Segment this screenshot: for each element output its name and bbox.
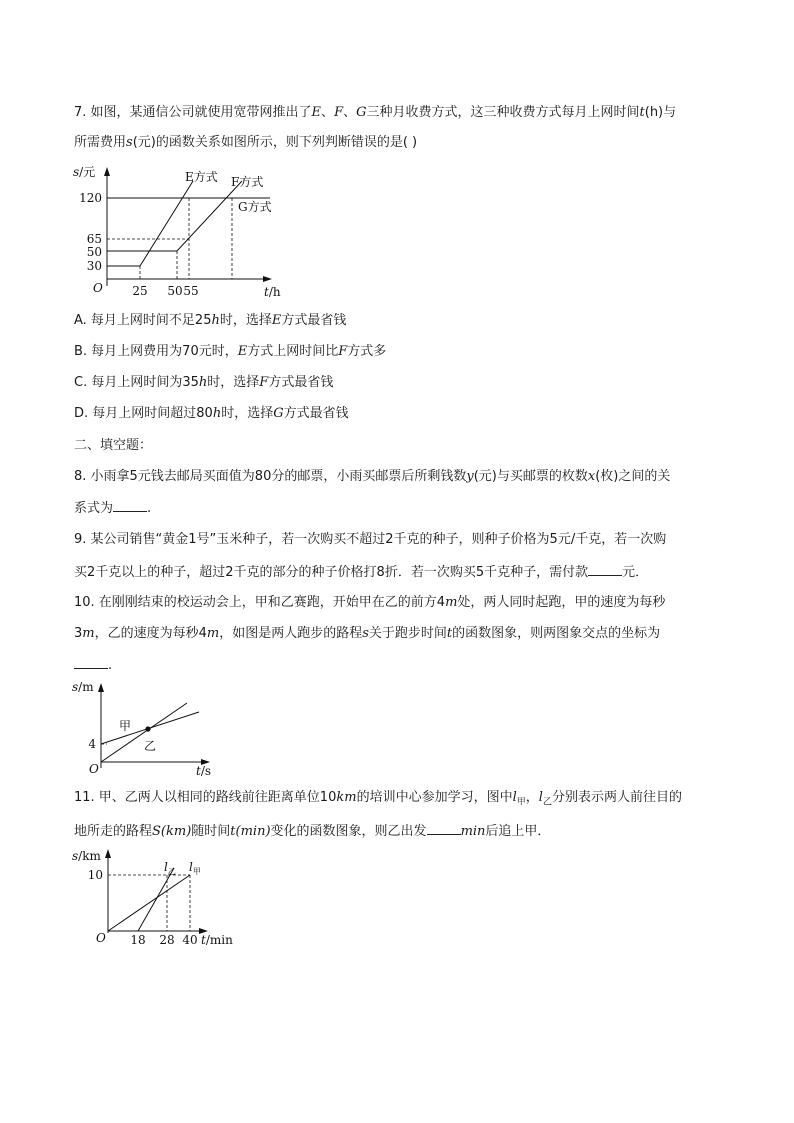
q10-label-yi: 乙	[144, 739, 157, 753]
q11-x-label: t/min	[201, 933, 233, 947]
q11-text: 变化的函数图象，则乙出发	[270, 824, 427, 839]
q7-var-e: E	[311, 105, 322, 120]
q10-text: 10. 在刚刚结束的校运动会上，甲和乙赛跑，开始甲在乙的前方4	[74, 595, 446, 610]
q10-text: ，如图是两人跑步的路程	[219, 626, 363, 641]
option-var: h	[211, 313, 220, 328]
q7-x-label: t/h	[264, 285, 281, 299]
q7-text: 与	[663, 105, 677, 120]
q7-label-g: G方式	[238, 200, 272, 214]
q11-var-t: t	[230, 824, 236, 839]
q7-y-label: s/元	[73, 165, 96, 179]
q8-text: 8. 小雨拿5元钱去邮局买面值为80分的邮票，小雨买邮票后所剩钱数	[74, 469, 467, 484]
q7-line-1	[74, 104, 676, 122]
q10-text: 关于跑步时间	[368, 626, 447, 641]
option-var: F	[338, 344, 348, 359]
q11-text: 分别表示两人前往目的	[551, 790, 682, 805]
q8-text: (枚)之间的关	[595, 469, 671, 484]
q11-label-l-jia: $l_甲$	[189, 860, 201, 876]
option-var: F	[259, 375, 269, 390]
q11-text: 11. 甲、乙两人以相同的路线前往距离单位10	[74, 790, 337, 805]
q7-ytick-120: 120	[79, 191, 102, 205]
q11-line-yi	[138, 868, 174, 931]
q7-text: (元)的函数关系如图所示，则下列判断错误的是( )	[132, 135, 418, 150]
q7-chart	[70, 164, 290, 304]
q10-y-label: s/m	[72, 680, 94, 694]
q9-answer-blank[interactable]	[588, 562, 622, 576]
q8-text: (元)与买邮票的枚数	[473, 469, 588, 484]
q11-text: 随时间	[191, 824, 231, 839]
q7-option-c	[74, 374, 333, 392]
q11-var-s: S	[152, 824, 161, 839]
q10-line-3	[74, 655, 112, 675]
q11-text: 地所走的路程	[74, 824, 153, 839]
q10-chart	[70, 680, 230, 780]
q10-x-label: t/s	[196, 764, 212, 778]
q10-var-s: s	[362, 626, 369, 641]
q11-answer-blank[interactable]	[427, 821, 461, 835]
option-text: B. 每月上网费用为70元时，	[74, 344, 238, 359]
q11-y-arrow	[105, 849, 111, 858]
q11-origin: O	[96, 931, 106, 945]
q11-xtick-28: 28	[159, 933, 175, 947]
option-var: G	[273, 406, 284, 421]
q11-text: 的培训中心参加学习，图中	[356, 790, 513, 805]
q7-label-e: E方式	[185, 170, 218, 184]
option-text: 方式最省钱	[281, 313, 347, 328]
q11-unit: km	[336, 790, 357, 805]
q8-var-x: x	[587, 469, 596, 484]
q11-unit: (min)	[235, 824, 271, 839]
q7-text: 7. 如图，某通信公司就使用宽带网推出了	[74, 105, 312, 120]
q11-chart	[70, 846, 250, 951]
q11-text: ，	[525, 790, 539, 805]
q7-origin: O	[93, 281, 103, 295]
q10-unit: m	[82, 626, 95, 641]
q10-text: 3	[74, 626, 83, 641]
q7-var-s: s	[126, 135, 133, 150]
q11-label-l-yi: $l_乙$	[164, 860, 176, 876]
option-var: E	[237, 344, 248, 359]
q10-y-arrow	[98, 683, 104, 692]
option-text: D. 每月上网时间超过80	[74, 406, 213, 421]
q7-text: (h)	[644, 105, 664, 120]
q11-subscript: 乙	[542, 797, 552, 808]
q11-line-1	[74, 789, 682, 812]
q7-text: 所需费用	[74, 135, 127, 150]
q10-text: ，乙的速度为每秒4	[94, 626, 207, 641]
q11-xtick-18: 18	[130, 933, 146, 947]
q10-text: 处，两人同时起跑，甲的速度为每秒	[457, 595, 666, 610]
q7-option-b	[74, 343, 386, 361]
option-var: h	[198, 375, 208, 390]
q7-xtick-25: 25	[132, 284, 148, 298]
q10-line-2	[74, 625, 660, 643]
q8-var-y: y	[466, 469, 474, 484]
q10-text: .	[108, 658, 113, 673]
option-text: 时，选择	[219, 313, 272, 328]
q7-ytick-30: 30	[86, 259, 102, 273]
q11-y-label: s/km	[72, 849, 101, 863]
q9-text: 元．	[622, 565, 649, 580]
q7-xtick-55: 55	[183, 284, 199, 298]
q10-text: 的函数图象，则两图象交点的坐标为	[452, 626, 661, 641]
q7-ytick-65: 65	[86, 232, 102, 246]
q7-sep: 、	[343, 105, 357, 120]
q7-var-g: G	[356, 105, 367, 120]
q11-unit: (km)	[160, 824, 192, 839]
q11-var-l: l	[512, 790, 517, 805]
q7-option-d	[74, 405, 349, 423]
q10-var-t: t	[446, 626, 453, 641]
q10-label-jia: 甲	[119, 719, 132, 733]
q11-unit: min	[460, 824, 486, 839]
section-heading: 二、填空题：	[74, 438, 153, 453]
q7-line-f	[107, 181, 242, 251]
q10-intersection-point	[145, 726, 150, 731]
q9-text: 买2千克以上的种子，超过2千克的部分的种子价格打8折．若一次购买5千克种子，需付款	[74, 565, 589, 580]
q11-line-jia	[108, 875, 190, 931]
q7-sep: 、	[321, 105, 335, 120]
q11-line-2	[74, 821, 550, 841]
q7-label-f: F方式	[231, 175, 264, 189]
q7-y-arrow	[104, 167, 110, 176]
q7-xtick-50: 50	[167, 284, 183, 298]
q7-option-a	[74, 312, 346, 330]
q7-var-t: t	[639, 105, 645, 120]
q11-xtick-40: 40	[182, 933, 198, 947]
q8-text: 系式为	[74, 501, 114, 516]
q7-text: 三种月收费方式，这三种收费方式每月上网时间	[366, 105, 640, 120]
option-text: C. 每月上网时间为35	[74, 375, 199, 390]
q8-line-2	[74, 498, 151, 518]
q8-answer-blank[interactable]	[113, 498, 147, 512]
q11-ytick-10: 10	[87, 868, 103, 882]
option-var: E	[271, 313, 282, 328]
q7-var-f: F	[334, 105, 344, 120]
option-text: 时，选择	[221, 406, 274, 421]
q7-line-e	[107, 181, 193, 266]
q9-line-2	[74, 562, 648, 582]
option-text: 方式最省钱	[268, 375, 334, 390]
q7-line-2	[74, 134, 417, 152]
q7-x-arrow	[263, 276, 272, 282]
q10-unit: m	[445, 595, 458, 610]
q10-line-yi	[101, 703, 187, 762]
q7-ytick-50: 50	[86, 245, 102, 259]
q10-origin: O	[89, 762, 99, 776]
q11-text: 后追上甲．	[485, 824, 551, 839]
q10-unit: m	[206, 626, 220, 641]
q10-line-1	[74, 594, 665, 612]
q9-line-1: 9. 某公司销售“黄金1号”玉米种子，若一次购买不超过2千克的种子，则种子价格为5元/千克，若一次购	[74, 532, 667, 547]
option-text: A. 每月上网时间不足25	[74, 313, 212, 328]
option-text: 方式多	[347, 344, 387, 359]
q11-var-l: l	[538, 790, 543, 805]
option-text: 时，选择	[207, 375, 260, 390]
option-text: 方式最省钱	[283, 406, 349, 421]
option-text: 方式上网时间比	[247, 344, 339, 359]
option-var: h	[212, 406, 222, 421]
q10-ytick-4: 4	[88, 737, 96, 751]
q11-subscript: 甲	[516, 797, 526, 808]
q10-answer-blank[interactable]	[74, 655, 108, 669]
q8-text: .	[147, 501, 152, 516]
q8-line-1	[74, 468, 670, 486]
